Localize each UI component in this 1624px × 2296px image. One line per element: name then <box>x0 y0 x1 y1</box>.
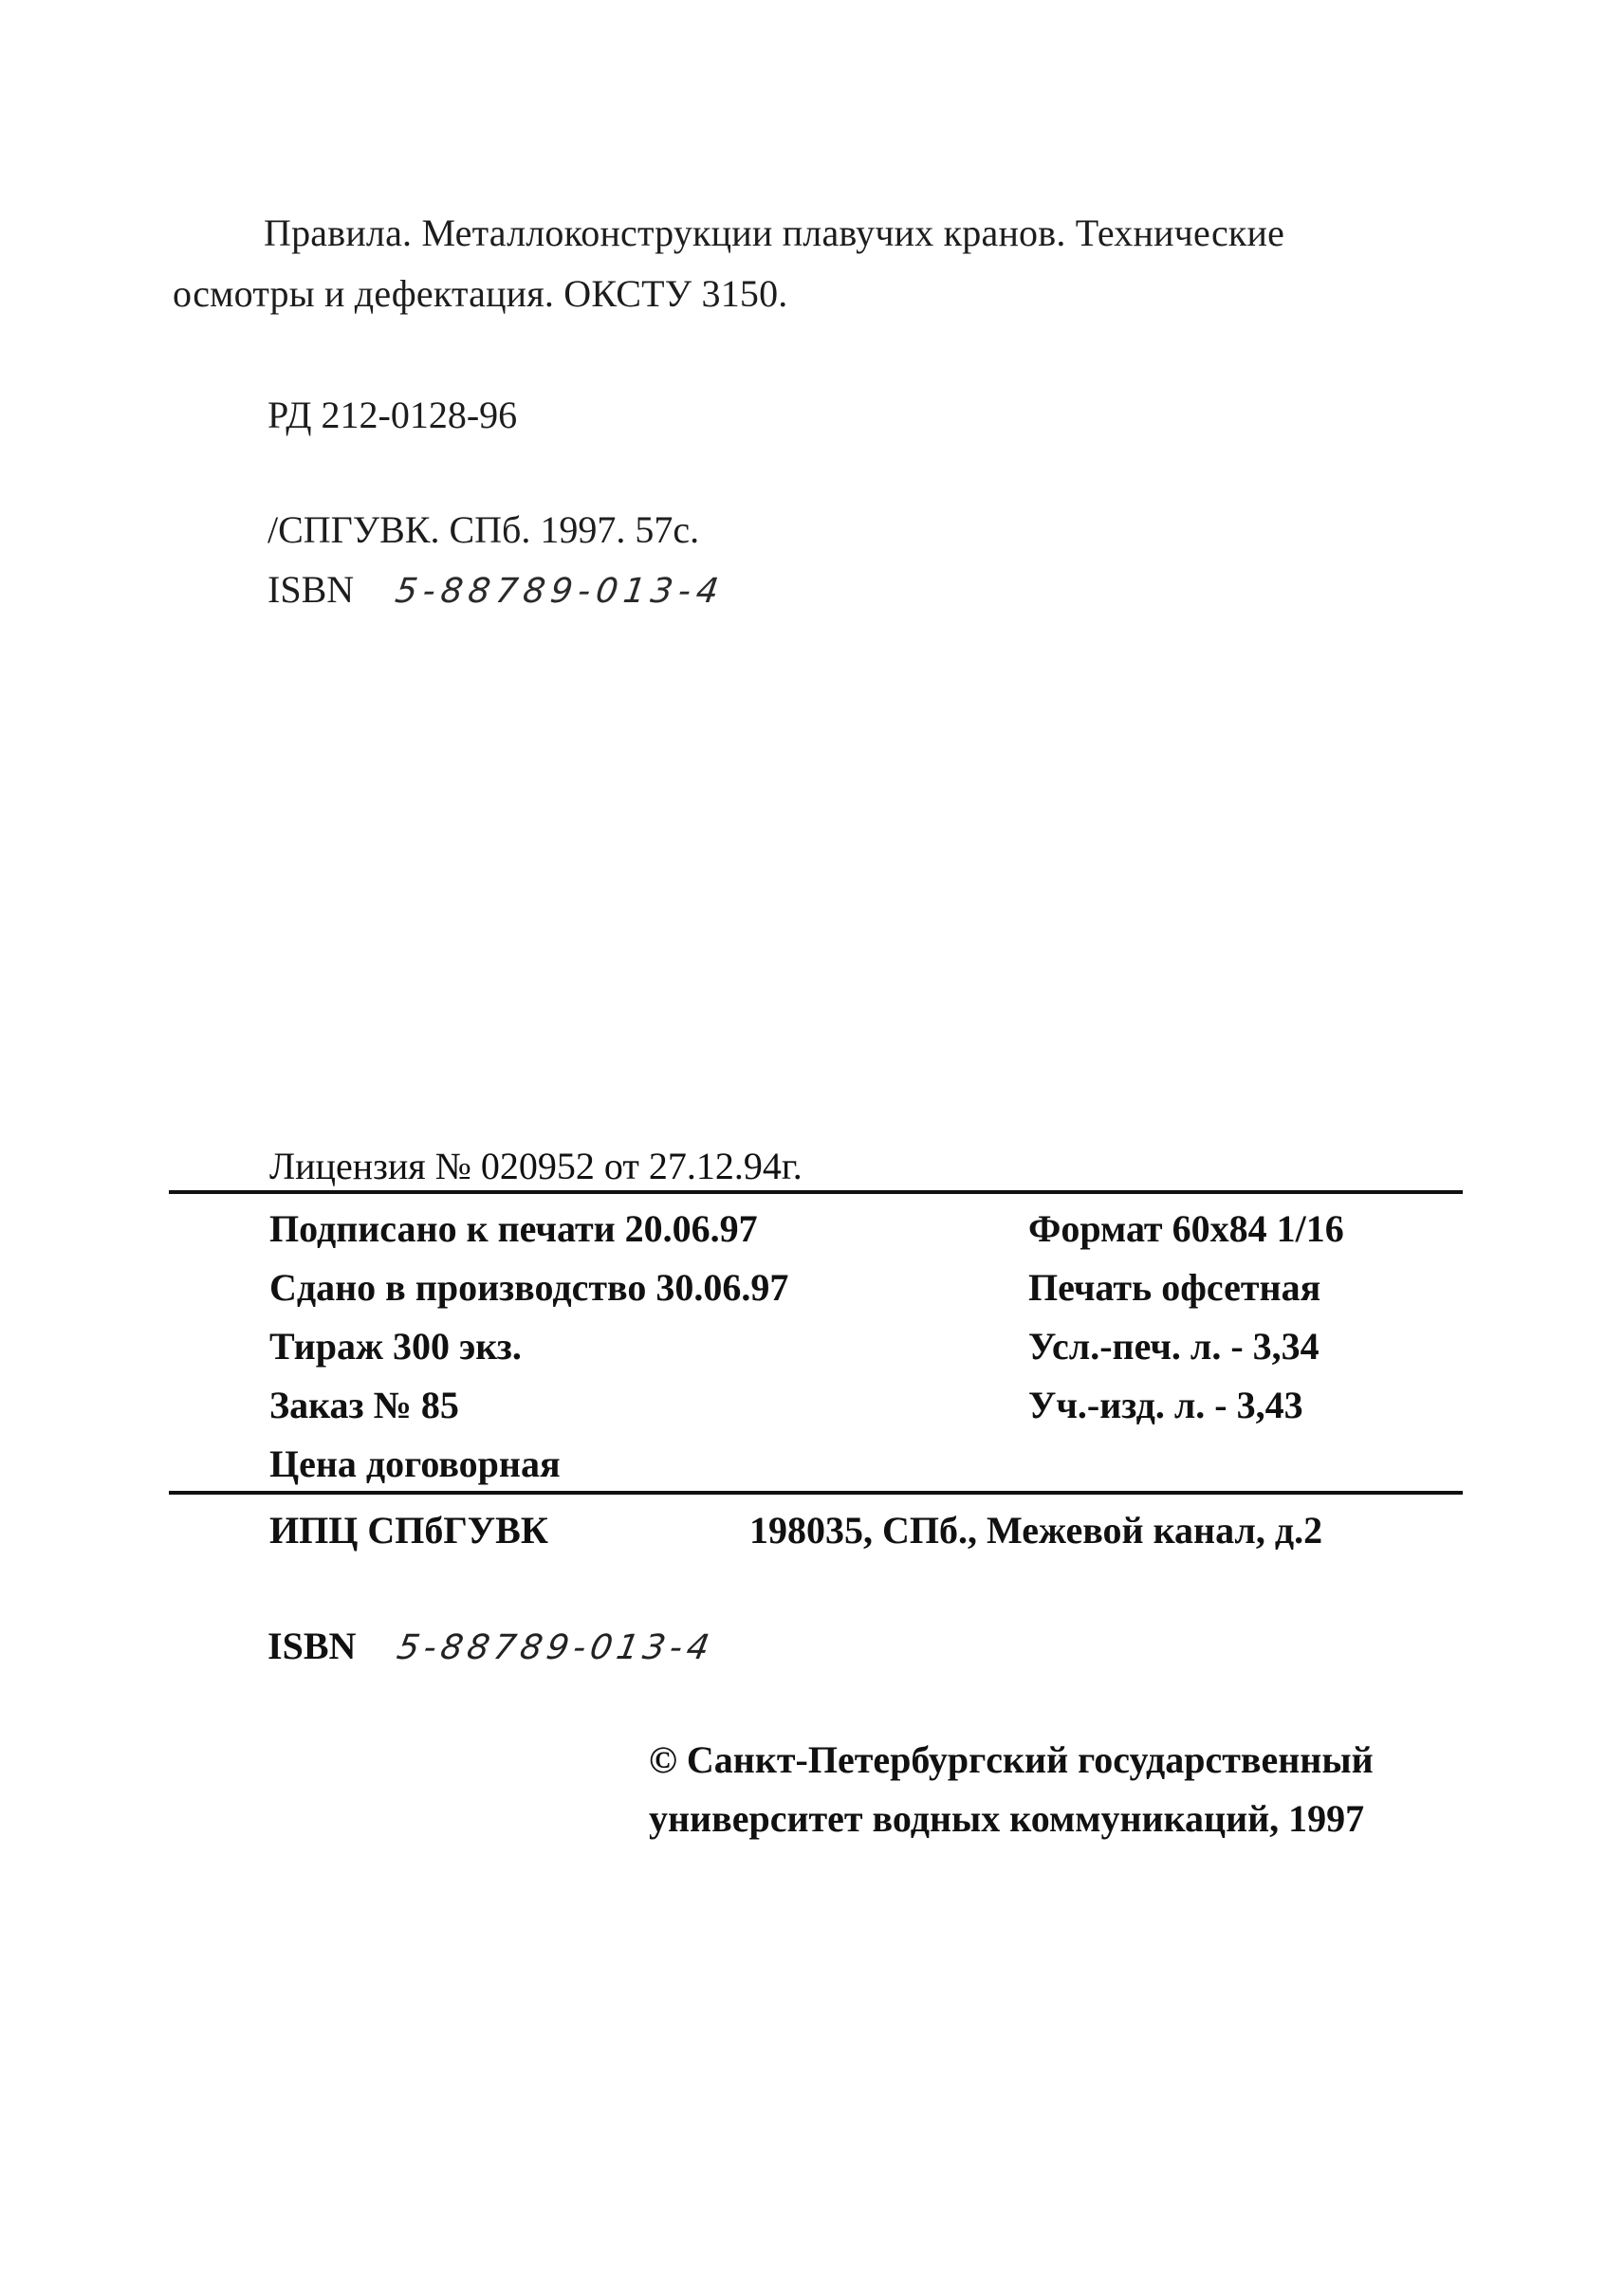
publisher-line: /СПГУВК. СПб. 1997. 57с. <box>268 508 700 551</box>
printer-address: 198035, СПб., Межевой канал, д.2 <box>749 1509 1323 1552</box>
paper-format: Формат 60x84 1/16 <box>1028 1207 1344 1250</box>
price-note: Цена договорная <box>269 1442 561 1485</box>
license-line: Лицензия № 020952 от 27.12.94г. <box>269 1145 803 1187</box>
isbn-footer-label: ISBN <box>268 1625 357 1667</box>
isbn-top-handwritten: 5-88789-013-4 <box>393 572 728 611</box>
document-title-line-1: Правила. Металлоконструкции плавучих кранов. Технические <box>264 211 1285 254</box>
copyright-line-2: университет водных коммуникаций, 1997 <box>649 1797 1365 1840</box>
print-type: Печать офсетная <box>1028 1266 1321 1309</box>
isbn-top-label: ISBN <box>268 568 355 611</box>
document-title-line-2: осмотры и дефектация. ОКСТУ 3150. <box>173 272 788 315</box>
top-rule <box>169 1190 1463 1194</box>
sent-to-production: Сдано в производство 30.06.97 <box>269 1266 789 1309</box>
isbn-top <box>268 567 728 612</box>
order-number: Заказ № 85 <box>269 1384 459 1426</box>
isbn-footer <box>268 1624 718 1668</box>
copyright-line-1: © Санкт-Петербургский государственный <box>649 1738 1374 1781</box>
print-run: Тираж 300 экз. <box>269 1325 522 1368</box>
publishing-sheets: Уч.-изд. л. - 3,43 <box>1028 1384 1303 1426</box>
conventional-print-sheets: Усл.-печ. л. - 3,34 <box>1028 1325 1320 1368</box>
bottom-rule <box>169 1491 1463 1495</box>
printer-name: ИПЦ СПбГУВК <box>269 1509 548 1552</box>
signed-for-print: Подписано к печати 20.06.97 <box>269 1207 758 1250</box>
isbn-footer-handwritten: 5-88789-013-4 <box>394 1628 718 1667</box>
rd-code: РД 212-0128-96 <box>268 394 518 436</box>
